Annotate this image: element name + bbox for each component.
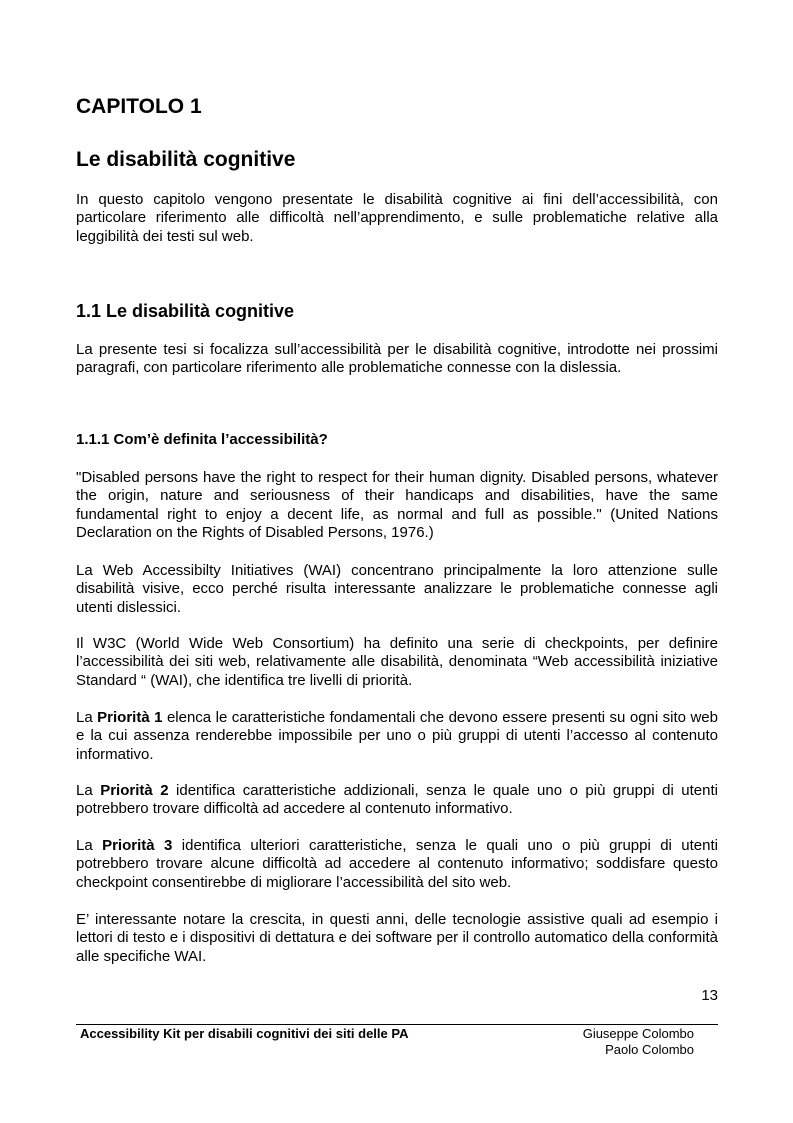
priority-2-prefix: La — [76, 782, 101, 799]
priority-1-paragraph — [76, 709, 718, 764]
chapter-label: CAPITOLO 1 — [76, 95, 202, 118]
footer-divider — [76, 1024, 718, 1025]
priority-3-paragraph — [76, 837, 718, 892]
subsection-heading: 1.1.1 Com’è definita l’accessibilità? — [76, 431, 328, 448]
quote-paragraph: "Disabled persons have the right to respect for their human dignity. Disabled persons, whatever the origin, nature and seriousness of their handicaps and disabilities, have the same fundamental right to enjoy a decent life, as normal and full as possible." (United Nations Declaration on the Rights of Disabled Persons, 1976.) — [76, 469, 718, 542]
priority-1-text: elenca le caratteristiche fondamentali che devono essere presenti su ogni sito web e la cui assenza renderebbe impossibile per uno o più gruppi di utenti l’accesso al contenuto informativo. — [76, 709, 718, 763]
priority-2-text: identifica caratteristiche addizionali, senza le quale uno o più gruppi di utenti potrebbero trovare difficoltà ad accedere al contenuto informativo. — [76, 782, 718, 818]
closing-paragraph: E’ interessante notare la crescita, in questi anni, delle tecnologie assistive quali ad esempio i lettori di testo e i dispositivi di dettatura e dei software per il controllo automatico della conformità alle specifiche WAI. — [76, 911, 718, 965]
wai-paragraph: La Web Accessibilty Initiatives (WAI) concentrano principalmente la loro attenzione sulle disabilità visive, ecco perché risulta interessante analizzare le problematiche connesse agli utenti dislessici. — [76, 562, 718, 616]
priority-3-text: identifica ulteriori caratteristiche, senza le quali uno o più gruppi di utenti potrebbero trovare alcune difficoltà ad accedere al contenuto informativo; soddisfare questo checkpoint consentirebbe di migliorare l’accessibilità del sito web. — [76, 837, 718, 891]
footer-document-title: Accessibility Kit per disabili cognitivi dei siti delle PA — [80, 1026, 409, 1041]
priority-1-prefix: La — [76, 709, 98, 726]
page-number: 13 — [701, 987, 718, 1004]
priority-3-label: Priorità 3 — [102, 837, 173, 854]
w3c-paragraph: Il W3C (World Wide Web Consortium) ha definito una serie di checkpoints, per definire l’accessibilità dei siti web, relativamente alle disabilità, denominata “Web accessibilità iniziative Standard “ (WAI), che identifica tre livelli di priorità. — [76, 635, 718, 689]
footer-authors — [583, 1026, 694, 1058]
chapter-intro-paragraph: In questo capitolo vengono presentate le disabilità cognitive ai fini dell’accessibilità, con particolare riferimento alle difficoltà nell’apprendimento, e sulle problematiche relative alla leggibilità dei testi sul web. — [76, 191, 718, 245]
footer-author-1: Giuseppe Colombo — [582, 1026, 694, 1041]
priority-1-label: Priorità 1 — [97, 709, 163, 726]
priority-2-label: Priorità 2 — [100, 782, 169, 799]
section-heading: 1.1 Le disabilità cognitive — [76, 301, 295, 321]
footer-author-2: Paolo Colombo — [605, 1042, 694, 1057]
priority-3-prefix: La — [76, 837, 103, 854]
priority-2-paragraph — [76, 782, 718, 819]
section-paragraph: La presente tesi si focalizza sull’accessibilità per le disabilità cognitive, introdotte nei prossimi paragrafi, con particolare riferimento alle problematiche connesse con la dislessia. — [76, 341, 718, 377]
chapter-title: Le disabilità cognitive — [76, 148, 296, 171]
